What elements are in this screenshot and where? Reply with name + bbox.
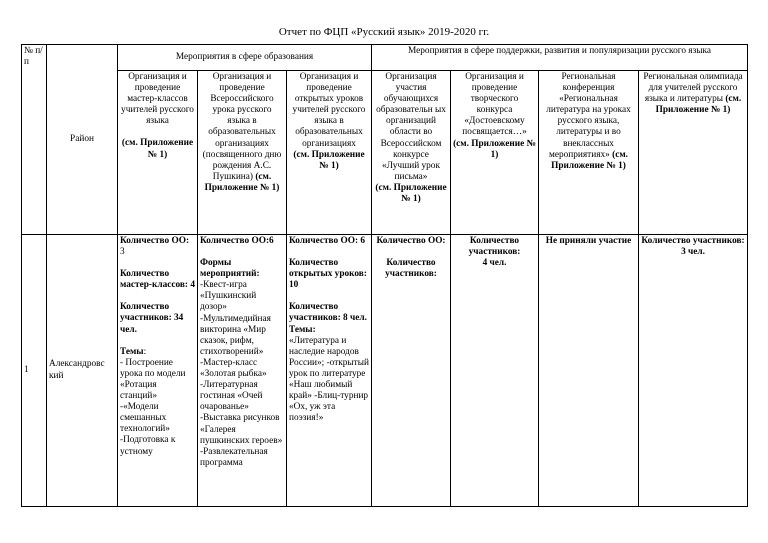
topics-list: - Построение урока по модели «Ротация станций» -«Модели смешанных технологий» -Подготовка к устному <box>120 357 186 457</box>
header-col-master-classes <box>118 71 198 235</box>
count-oo: Количество ОО:6 <box>200 236 274 246</box>
forms-list: -Квест-игра «Пушкинский дозор» -Мультимедийная викторина «Мир сказок, рифм, стихотворений» -Мастер-класс «Золотая рыбка» -Литературная гостиная «Очей очарованье» -Выставка рисунков «Галерея пушкинских героев» -Развлекательная программа <box>200 280 283 468</box>
header-row-groups <box>22 45 748 71</box>
header-col-note: (см. Приложение № 1) <box>204 171 280 193</box>
header-col-open-lessons <box>287 71 372 235</box>
participants-value: 3 чел. <box>681 247 705 258</box>
topics-label: Темы: <box>289 324 316 335</box>
participants-label: Количество участников: <box>468 236 521 258</box>
header-group-support: Мероприятия в сфере поддержки, развития и популяризации русского языка <box>372 45 748 71</box>
row-num-cell: 1 <box>22 235 47 507</box>
header-col-note: (см. Приложение № 1) <box>453 138 536 160</box>
header-col-note: (см. Приложение № 1) <box>121 138 194 160</box>
header-col-letter-contest <box>372 71 451 235</box>
participants-count: Количество участников: 34 чел. <box>120 302 184 335</box>
participants-count: Количество участников: <box>385 258 437 280</box>
row-cell-regional-conference <box>539 235 639 507</box>
master-classes-count: Количество мастер-классов: 4 <box>120 269 195 291</box>
header-num-cell: № п/п <box>22 45 47 235</box>
document-title: Отчет по ФЦП «Русский язык» 2019-2020 гг. <box>278 26 490 38</box>
row-cell-open-lessons <box>287 235 372 507</box>
header-col-text: Региональная олимпиада для учителей русского языка и литературы <box>643 72 743 105</box>
header-col-text: Организация и проведение Всероссийского урока русского языка в образовательных организациях (посвященного дню рождения А.С. Пушкина) <box>202 72 282 182</box>
topics-label: Темы <box>120 346 144 357</box>
header-group-education: Мероприятия в сфере образования <box>118 45 372 71</box>
header-col-regional-conference <box>539 71 639 235</box>
row-cell-olympiad <box>639 235 748 507</box>
topics-colon: : <box>143 346 147 357</box>
header-district-cell: Район <box>47 45 118 235</box>
participants-value: 4 чел. <box>482 258 507 269</box>
not-participated-text: Не приняли участие <box>545 236 632 246</box>
report-table <box>21 44 748 507</box>
header-col-olympiad <box>639 71 748 235</box>
row-district-cell: Александровс кий <box>47 235 118 507</box>
row-cell-allrussian-lesson <box>198 235 287 507</box>
count-oo-label: Количество ОО: <box>120 236 190 246</box>
row-cell-dostoevsky-contest <box>451 235 539 507</box>
header-col-note: (см. Приложение № 1) <box>293 149 365 171</box>
header-col-allrussian-lesson <box>198 71 287 235</box>
table-row <box>22 235 748 507</box>
header-col-text: Организация и проведение творческого конкурса «Достоевскому посвящается…» <box>462 72 527 138</box>
header-col-text: Организация и проведение мастер-классов учителей русского языка <box>121 72 194 127</box>
row-cell-master-classes <box>118 235 198 507</box>
count-oo: Количество ОО: <box>376 236 446 246</box>
header-row-columns <box>22 71 748 235</box>
header-col-text: Организация участия обучающихся образовательн ых организаций области во Всероссийском конкурсе «Лучший урок письма» <box>376 72 446 182</box>
row-cell-letter-contest <box>372 235 451 507</box>
count-oo: Количество ОО: 6 <box>289 236 366 246</box>
participants-count: Количество участников: 8 чел. <box>289 302 367 324</box>
participants-label: Количество участников: <box>641 236 745 246</box>
forms-label: Формы мероприятий: <box>200 258 260 280</box>
open-lessons-count: Количество открытых уроков: 10 <box>289 258 367 291</box>
header-col-note: (см. Приложение № 1) <box>655 94 742 116</box>
header-col-text: Региональная конференция «Региональная литература на уроках русского языка, литературы и во внеклассных мероприятиях» <box>546 72 631 160</box>
count-oo-value: 3 <box>120 247 125 258</box>
header-col-note: (см. Приложение № 1) <box>551 149 629 171</box>
header-col-dostoevsky-contest <box>451 71 539 235</box>
topics-list: «Литература и наследие народов России»; -открытый урок по литературе «Наш любимый край» -Блиц-турнир «Ох, уж эта поэзия!» <box>289 335 369 424</box>
header-col-note: (см. Приложение № 1) <box>375 182 447 205</box>
header-col-text: Организация и проведение открытых уроков учителей русского языка в образовательных организациях <box>292 72 366 149</box>
